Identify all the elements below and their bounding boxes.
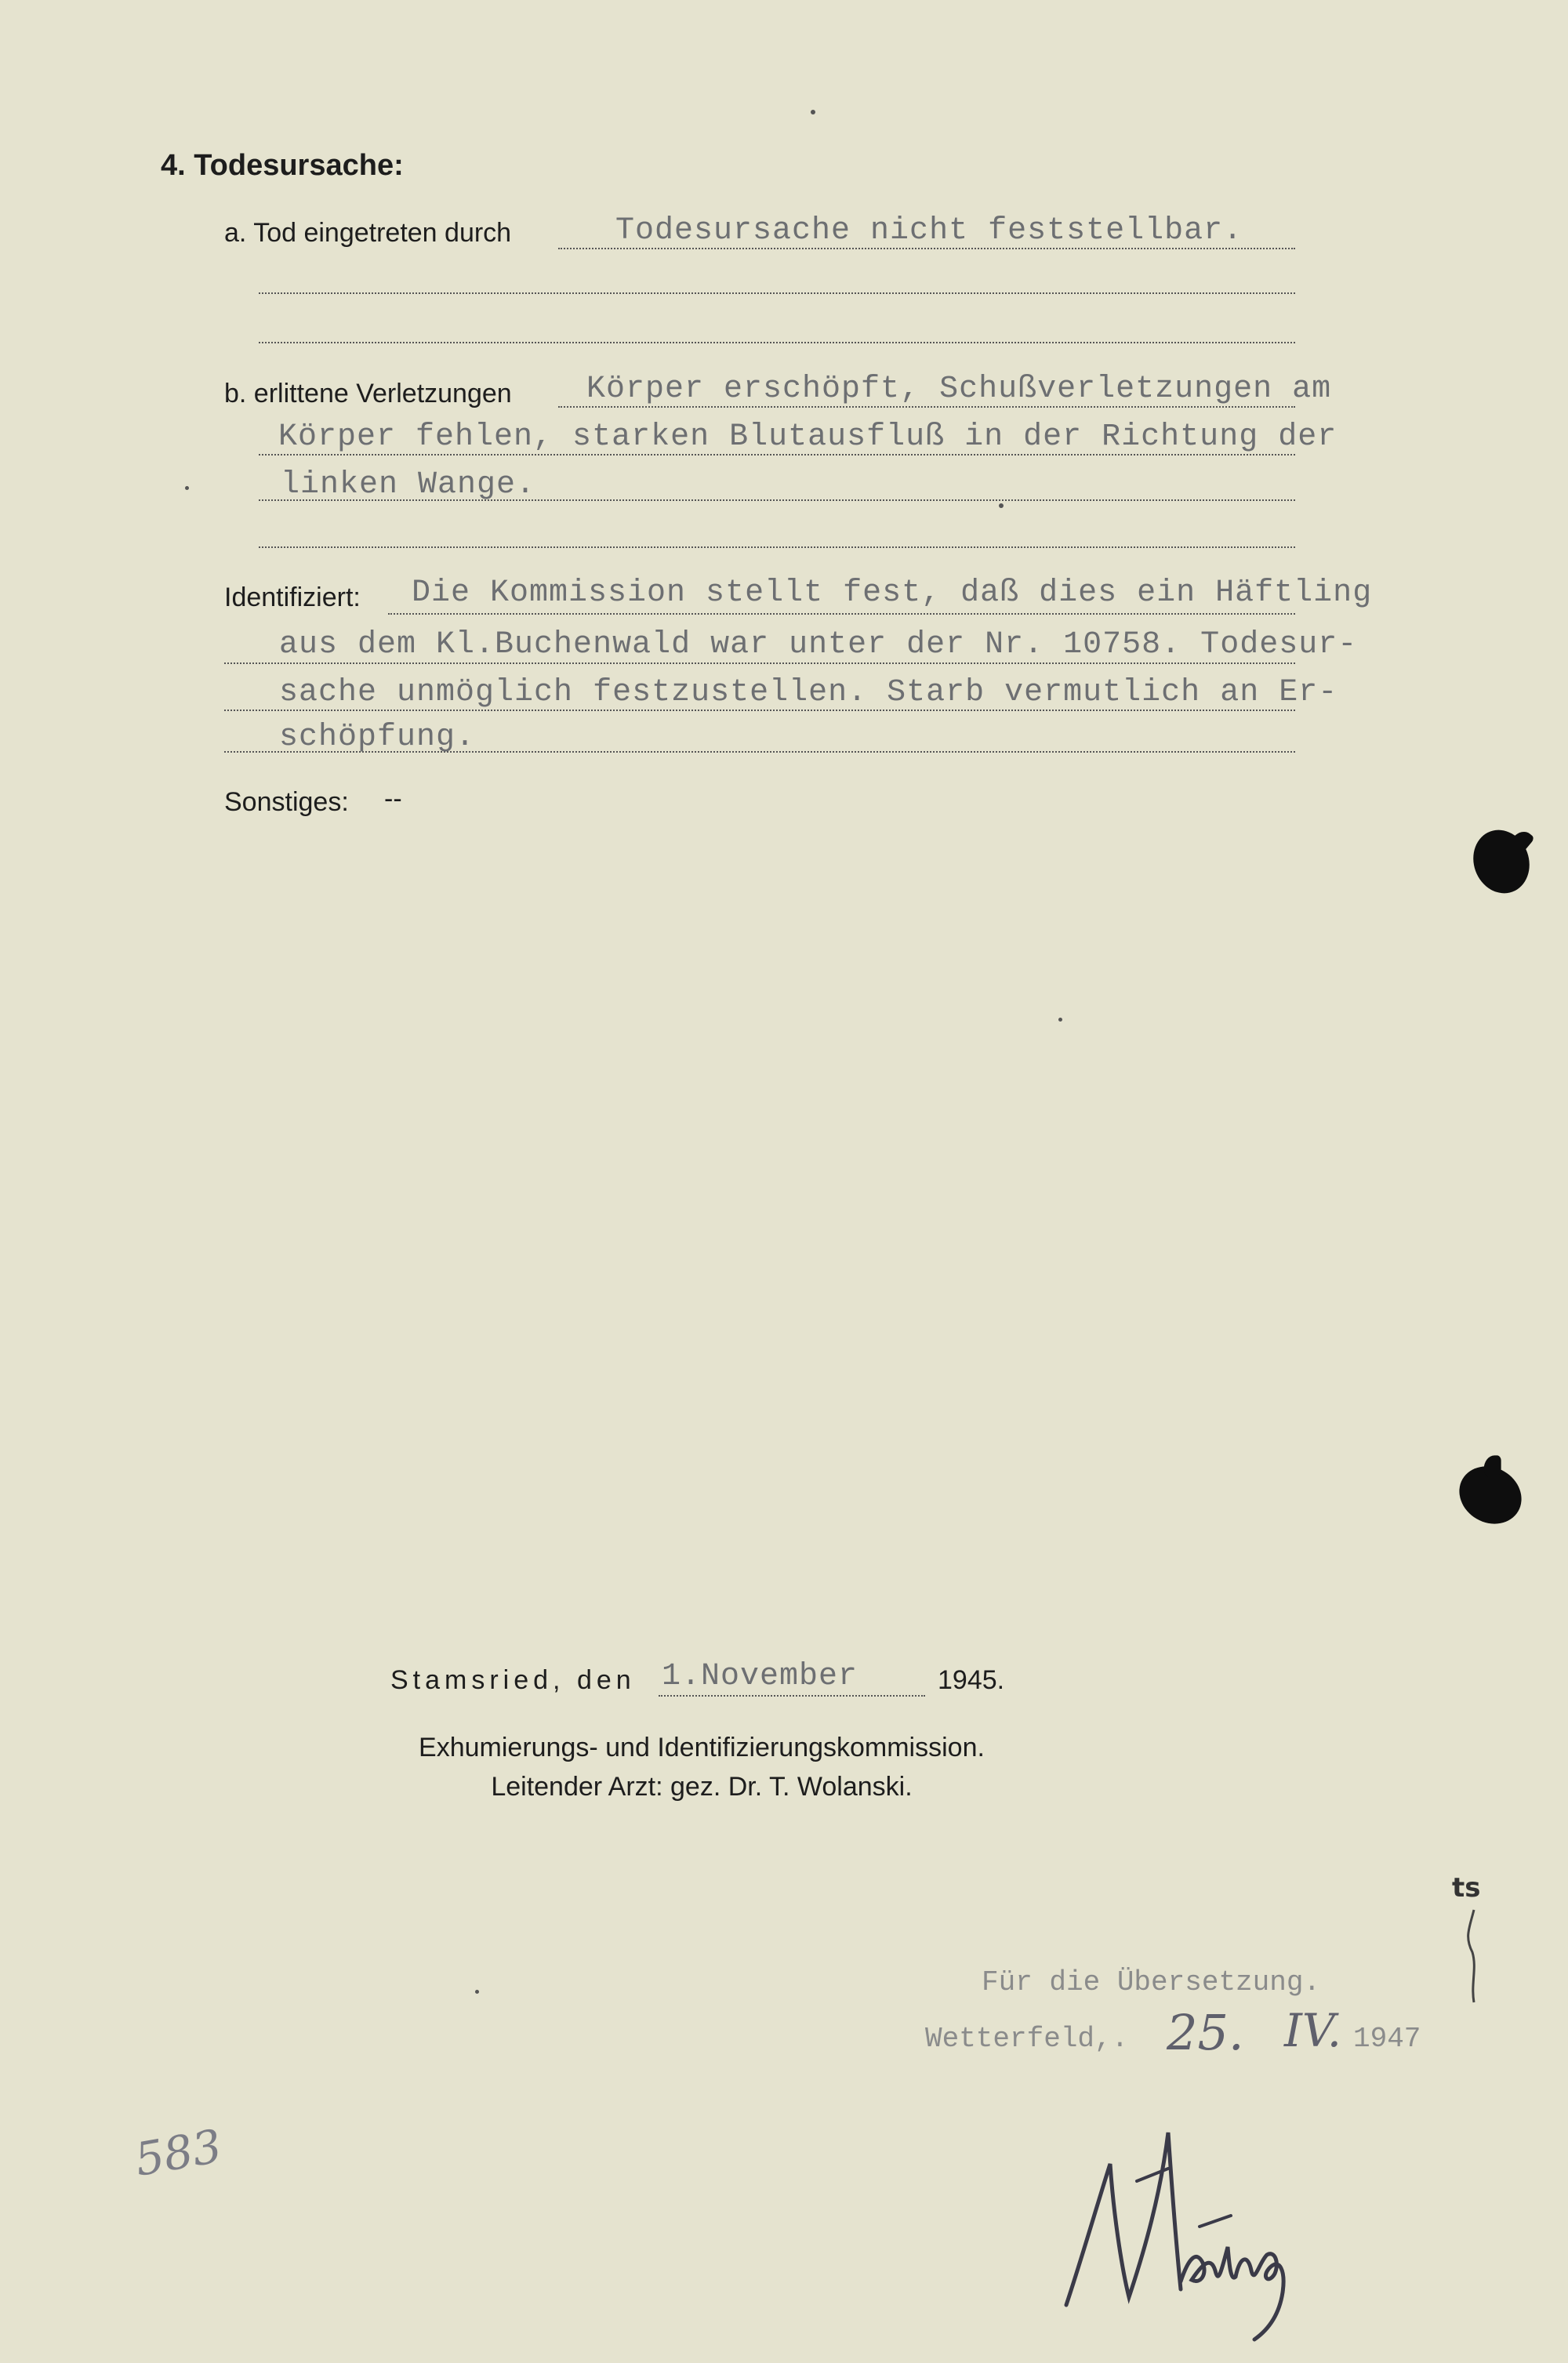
misc-label: Sonstiges: (224, 787, 349, 817)
punch-hole (1449, 1455, 1532, 1535)
speck (999, 503, 1004, 508)
corner-mark: ts (1452, 1872, 1481, 1904)
commission-name: Exhumierungs- und Identifizierungskommission. (419, 1733, 985, 1762)
speck (1058, 1018, 1062, 1022)
lead-physician: Leitender Arzt: gez. Dr. T. Wolanski. (491, 1772, 913, 1802)
dotted-line (659, 1695, 925, 1697)
identified-line-1: Die Kommission stellt fest, daß dies ein Häftling (412, 575, 1373, 611)
dotted-line (388, 613, 1295, 615)
dotted-line (259, 342, 1295, 343)
dotted-line (259, 292, 1295, 294)
date-value: 1.November (662, 1659, 858, 1694)
injuries-line-1: Körper erschöpft, Schußverletzungen am (586, 372, 1332, 407)
injuries-label: b. erlittene Verletzungen (224, 379, 512, 408)
injuries-line-2: Körper fehlen, starken Blutausfluß in der Richtung der (278, 419, 1338, 455)
handwritten-month: IV. (1284, 2004, 1342, 2057)
place-text: Stamsried, den (390, 1665, 636, 1695)
identified-line-2: aus dem Kl.Buchenwald war unter der Nr. 10758. Todesur- (279, 627, 1358, 662)
translation-place: Wetterfeld,. (925, 2023, 1129, 2055)
injuries-line-3: linken Wange. (281, 467, 536, 503)
misc-value: -- (384, 784, 402, 814)
identified-line-4: schöpfung. (279, 720, 476, 755)
speck (185, 486, 189, 490)
speck (811, 110, 815, 114)
cause-value: Todesursache nicht feststellbar. (615, 213, 1243, 249)
page-number: 583 (130, 2118, 226, 2187)
handwritten-day: 25. (1167, 2004, 1244, 2061)
identified-label: Identifiziert: (224, 583, 361, 612)
year-text: 1945. (938, 1665, 1005, 1695)
punch-hole (1465, 822, 1538, 902)
margin-stroke (1454, 1905, 1485, 2007)
dotted-line (259, 546, 1295, 548)
signature (1035, 2117, 1333, 2344)
section-heading: 4. Todesursache: (161, 149, 404, 182)
translation-stamp-line: Für die Übersetzung. (982, 1966, 1321, 1998)
dotted-line (224, 662, 1295, 664)
cause-label: a. Tod eingetreten durch (224, 218, 512, 248)
stamp-year: 1947 (1353, 2023, 1421, 2055)
speck (475, 1990, 479, 1994)
identified-line-3: sache unmöglich festzustellen. Starb vermutlich an Er- (279, 675, 1338, 710)
